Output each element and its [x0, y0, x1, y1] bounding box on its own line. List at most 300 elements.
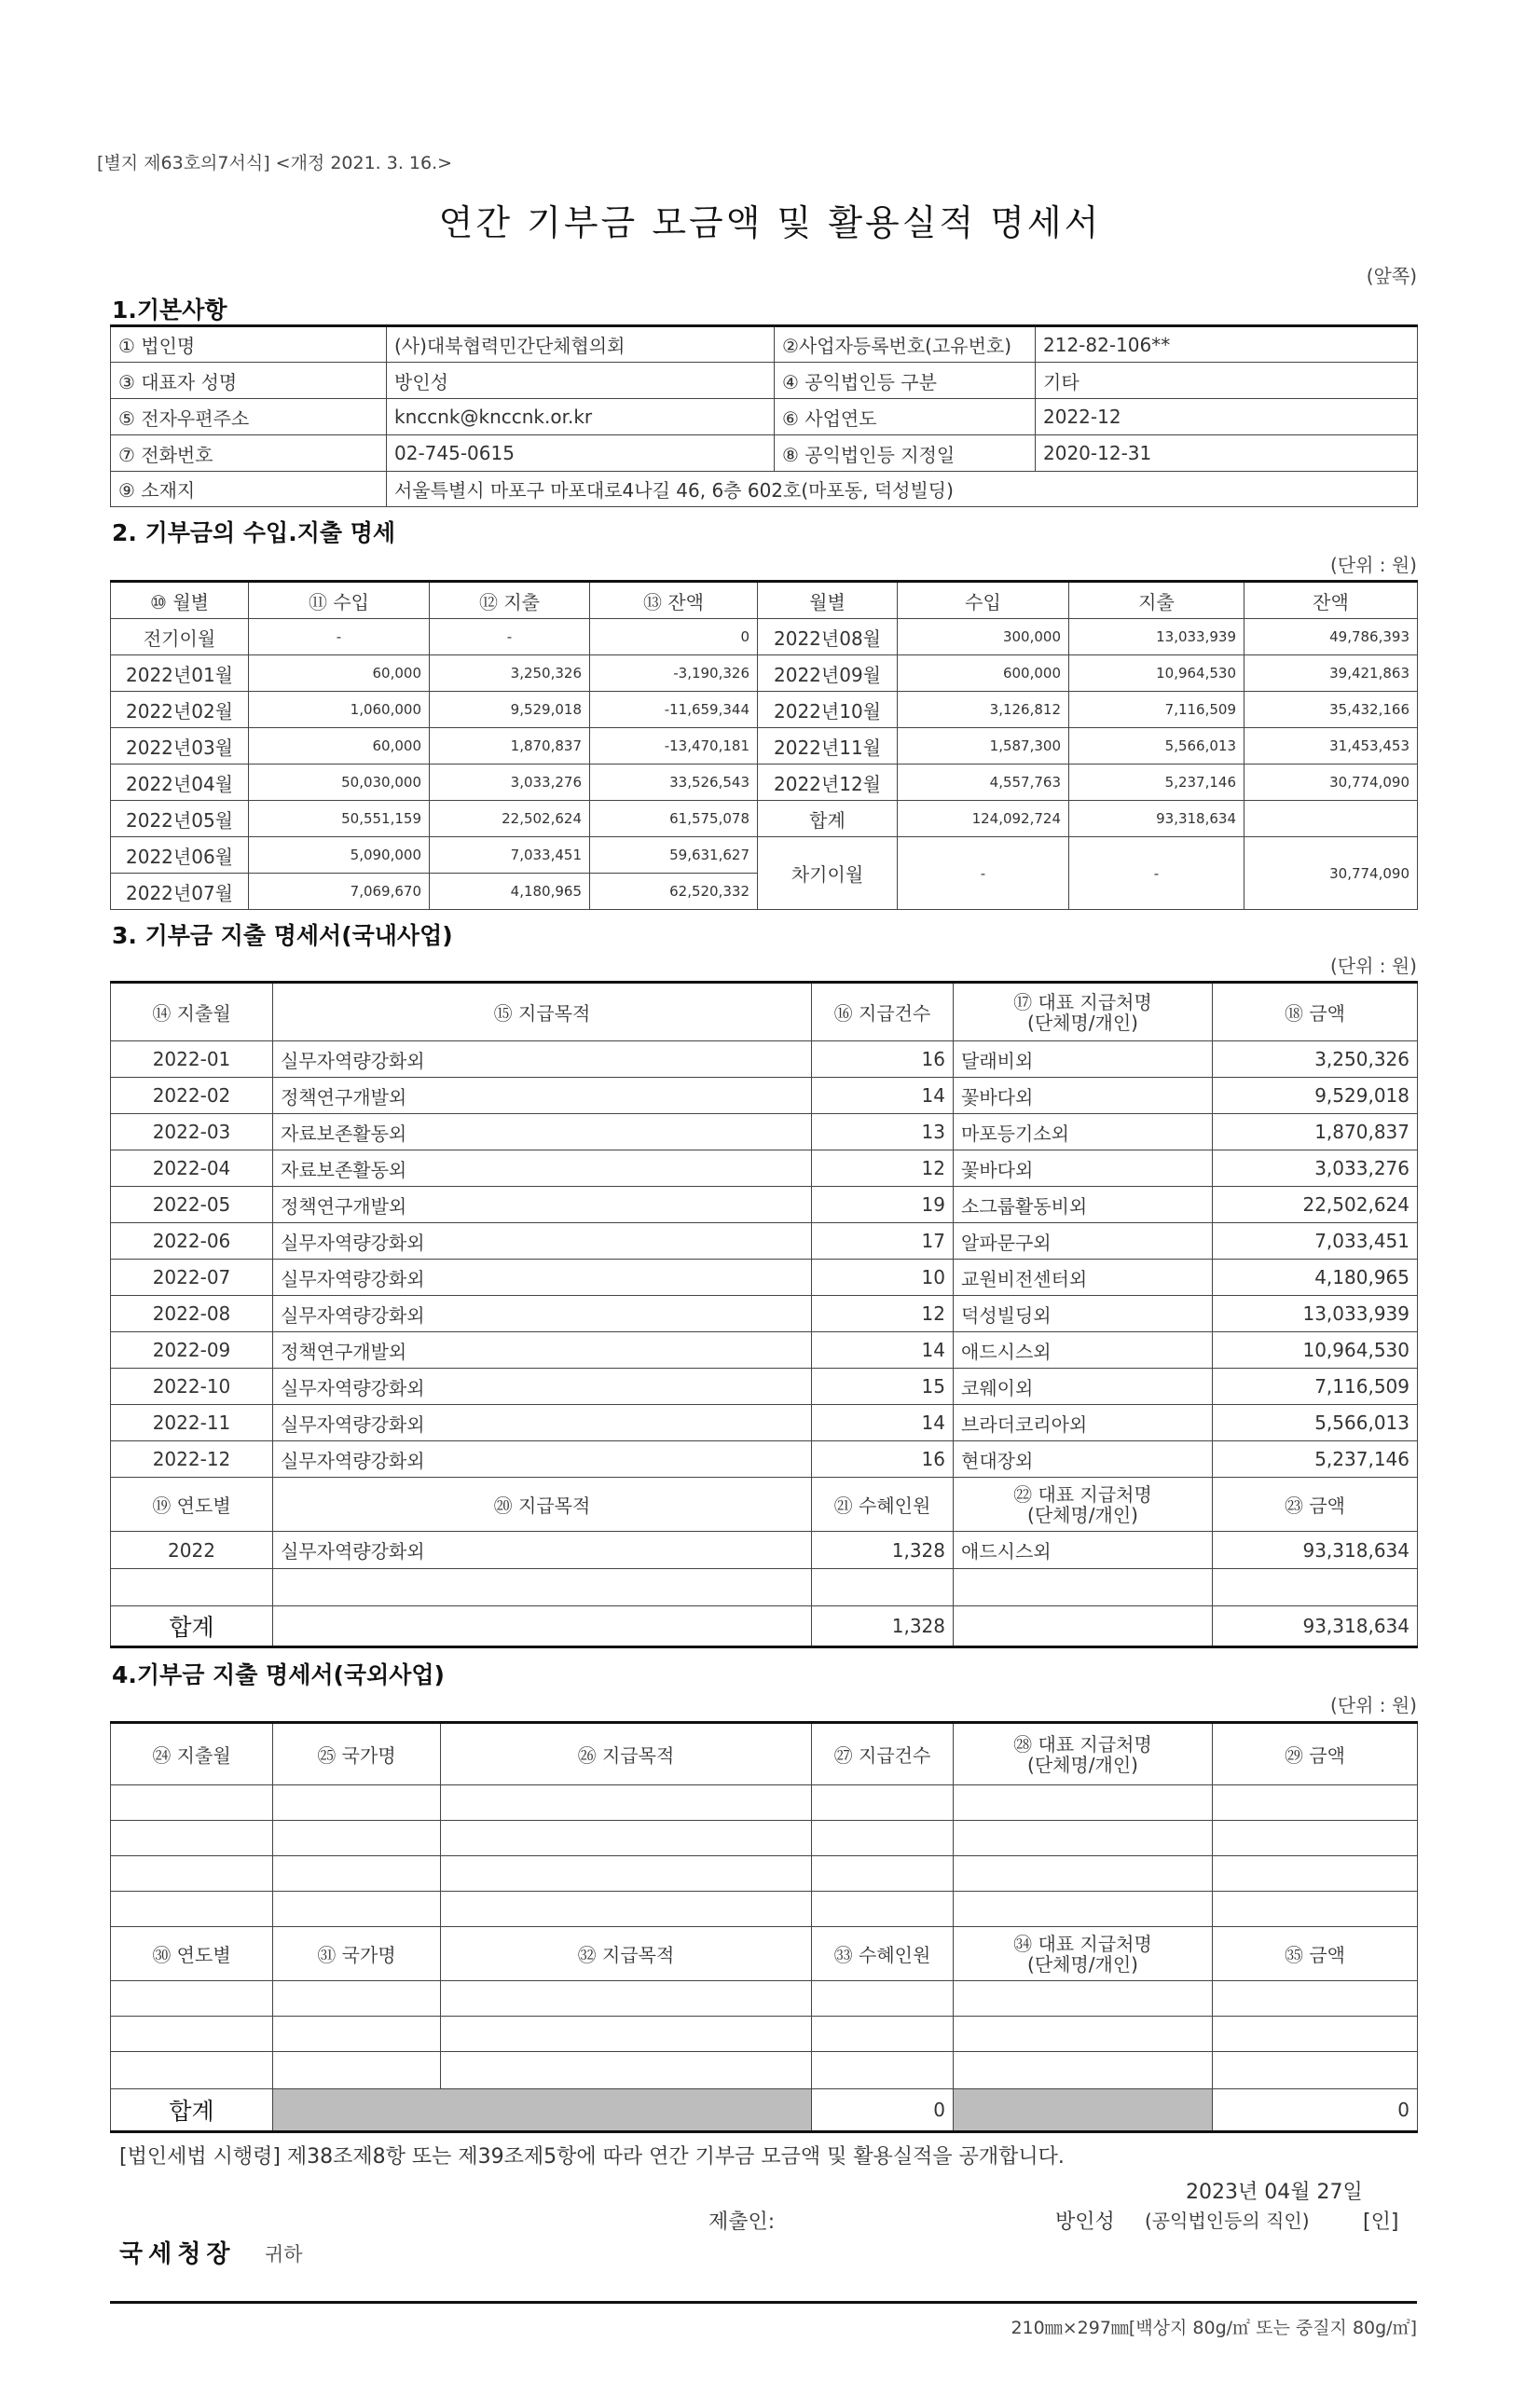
label: ⑥ 사업연도 [775, 399, 1036, 435]
empty-cell [954, 1856, 1213, 1892]
carry-income: - [898, 837, 1069, 910]
header-line: ⑰ 대표 지급처명 [1013, 990, 1152, 1013]
side-label: (앞쪽) [1366, 265, 1417, 287]
empty-cell [812, 2052, 954, 2089]
count-cell: 16 [812, 1041, 954, 1078]
header-cell: ⑫ 지출 [430, 582, 590, 619]
info-row [111, 435, 1418, 472]
expense-cell: 4,180,965 [430, 874, 590, 910]
month-cell: 2022-06 [111, 1223, 273, 1260]
empty-cell [812, 1821, 954, 1856]
address-value: 서울특별시 마포구 마포대로4나길 46, 6층 602호(마포동, 덕성빌딩) [387, 472, 1418, 507]
empty-cell [1213, 1892, 1418, 1927]
empty-cell [273, 2017, 441, 2052]
header-cell: ㉚ 연도별 [111, 1927, 273, 1981]
empty-cell [273, 1606, 812, 1647]
header-cell [954, 1723, 1213, 1785]
empty-cell [441, 1785, 812, 1821]
header-line: ㉒ 대표 지급처명 [1013, 1482, 1152, 1506]
empty-cell [1213, 1981, 1418, 2017]
empty-cell [273, 2052, 441, 2089]
balance-cell: 39,421,863 [1244, 655, 1418, 692]
count-cell: 14 [812, 1405, 954, 1441]
info-row [111, 363, 1418, 399]
balance-total [1244, 801, 1418, 837]
purpose-cell: 실무자역량강화외 [273, 1041, 812, 1078]
header-cell: ㉗ 지급건수 [812, 1723, 954, 1785]
table-row [111, 1569, 1418, 1606]
expense-cell: 7,116,509 [1069, 692, 1244, 728]
empty-cell [111, 2052, 273, 2089]
header-cell: ⑮ 지급목적 [273, 983, 812, 1041]
header-cell: ⑩ 월별 [111, 582, 249, 619]
balance-cell: 49,786,393 [1244, 619, 1418, 655]
carry-balance: 30,774,090 [1244, 837, 1418, 910]
table-row [111, 1785, 1418, 1821]
purpose-cell: 자료보존활동외 [273, 1150, 812, 1187]
empty-cell [812, 1892, 954, 1927]
empty-cell [441, 2052, 812, 2089]
balance-cell: 30,774,090 [1244, 764, 1418, 801]
header-cell: ⑳ 지급목적 [273, 1478, 812, 1532]
empty-cell [441, 1856, 812, 1892]
month-cell: 2022년03월 [111, 728, 249, 764]
month-cell: 2022-03 [111, 1114, 273, 1150]
purpose-cell: 자료보존활동외 [273, 1114, 812, 1150]
header-cell: ㉑ 수혜인원 [812, 1478, 954, 1532]
month-cell: 2022년06월 [111, 837, 249, 874]
balance-cell: 31,453,453 [1244, 728, 1418, 764]
balance-cell: 59,631,627 [590, 837, 758, 874]
count-cell: 14 [812, 1078, 954, 1114]
form-id: [별지 제63호의7서식] <개정 2021. 3. 16.> [97, 153, 453, 173]
payee-cell: 브라더코리아외 [954, 1405, 1213, 1441]
amount-total: 93,318,634 [1213, 1606, 1418, 1647]
payee-cell: 애드시스외 [954, 1332, 1213, 1369]
value: knccnk@knccnk.or.kr [387, 399, 775, 435]
shaded-cell [273, 2089, 812, 2132]
payee-cell: 소그룹활동비외 [954, 1187, 1213, 1223]
payee-cell: 덕성빌딩외 [954, 1296, 1213, 1332]
table-row [111, 2017, 1418, 2052]
month-cell: 2022-05 [111, 1187, 273, 1223]
header-cell [954, 983, 1213, 1041]
month-cell: 2022년05월 [111, 801, 249, 837]
value: 방인성 [387, 363, 775, 399]
label: ③ 대표자 성명 [111, 363, 387, 399]
beneficiaries-total: 0 [812, 2089, 954, 2132]
income-cell: 600,000 [898, 655, 1069, 692]
purpose-cell: 실무자역량강화외 [273, 1260, 812, 1296]
table-header [111, 1927, 1418, 1981]
income-cell: 5,090,000 [249, 837, 430, 874]
recipient-suffix: 귀하 [265, 2243, 303, 2266]
empty-cell [441, 1892, 812, 1927]
amount-cell: 7,116,509 [1213, 1369, 1418, 1405]
empty-cell [954, 2052, 1213, 2089]
header-cell: ㉟ 금액 [1213, 1927, 1418, 1981]
count-cell: 16 [812, 1441, 954, 1478]
count-cell: 10 [812, 1260, 954, 1296]
income-cell: 1,587,300 [898, 728, 1069, 764]
payee-cell: 달래비외 [954, 1041, 1213, 1078]
beneficiaries-cell: 1,328 [812, 1532, 954, 1569]
basic-info-table [110, 324, 1418, 507]
purpose-cell: 정책연구개발외 [273, 1332, 812, 1369]
table-row [111, 619, 1418, 655]
value: 기타 [1036, 363, 1418, 399]
balance-cell: 0 [590, 619, 758, 655]
table-row [111, 1821, 1418, 1856]
page-title: 연간 기부금 모금액 및 활용실적 명세서 [438, 202, 1102, 243]
balance-cell: -3,190,326 [590, 655, 758, 692]
month-cell: 2022년08월 [758, 619, 898, 655]
month-cell: 2022-07 [111, 1260, 273, 1296]
total-label: 합계 [758, 801, 898, 837]
payee-cell: 꽃바다외 [954, 1150, 1213, 1187]
empty-cell [273, 1569, 812, 1606]
section-2-title: 2. 기부금의 수입.지출 명세 [112, 519, 396, 546]
purpose-cell: 정책연구개발외 [273, 1187, 812, 1223]
total-label: 합계 [111, 1606, 273, 1647]
header-line: (단체명/개인) [1027, 1011, 1138, 1034]
table-row [111, 1041, 1418, 1078]
balance-cell: 62,520,332 [590, 874, 758, 910]
unit-label: (단위 : 원) [1329, 955, 1417, 977]
month-cell: 2022년02월 [111, 692, 249, 728]
amount-cell: 5,237,146 [1213, 1441, 1418, 1478]
month-cell: 2022년10월 [758, 692, 898, 728]
table-row [111, 801, 1418, 837]
purpose-cell: 실무자역량강화외 [273, 1369, 812, 1405]
month-cell: 2022년09월 [758, 655, 898, 692]
amount-cell: 10,964,530 [1213, 1332, 1418, 1369]
header-line: (단체명/개인) [1027, 1503, 1138, 1526]
month-cell: 2022년11월 [758, 728, 898, 764]
amount-cell: 5,566,013 [1213, 1405, 1418, 1441]
empty-cell [954, 1981, 1213, 2017]
header-cell: ⑭ 지출월 [111, 983, 273, 1041]
table-row [111, 1369, 1418, 1405]
label: ⑦ 전화번호 [111, 435, 387, 472]
expense-cell: 9,529,018 [430, 692, 590, 728]
total-row [111, 2089, 1418, 2132]
payee-cell: 교원비전센터외 [954, 1260, 1213, 1296]
domestic-table [110, 981, 1418, 1648]
overseas-table [110, 1721, 1418, 2133]
header-cell: ⑬ 잔액 [590, 582, 758, 619]
empty-cell [1213, 1569, 1418, 1606]
amount-cell: 9,529,018 [1213, 1078, 1418, 1114]
count-cell: 15 [812, 1369, 954, 1405]
table-row [111, 655, 1418, 692]
paper-spec: 210㎜×297㎜[백상지 80g/㎡ 또는 중질지 80g/㎡] [1011, 2318, 1417, 2338]
income-cell: 60,000 [249, 728, 430, 764]
table-row [111, 1223, 1418, 1260]
month-cell: 2022년01월 [111, 655, 249, 692]
empty-cell [111, 1569, 273, 1606]
payee-cell: 현대장외 [954, 1441, 1213, 1478]
table-row [111, 2052, 1418, 2089]
payee-cell: 꽃바다외 [954, 1078, 1213, 1114]
header-cell: ⑪ 수입 [249, 582, 430, 619]
value: 02-745-0615 [387, 435, 775, 472]
submitter-name: 방인성 [1055, 2211, 1115, 2234]
header-line: ㉞ 대표 지급처명 [1013, 1932, 1152, 1955]
balance-cell: 33,526,543 [590, 764, 758, 801]
month-cell: 2022-08 [111, 1296, 273, 1332]
payee-cell: 애드시스외 [954, 1532, 1213, 1569]
month-cell: 2022-12 [111, 1441, 273, 1478]
purpose-cell: 실무자역량강화외 [273, 1441, 812, 1478]
month-cell: 2022년12월 [758, 764, 898, 801]
month-cell: 2022-11 [111, 1405, 273, 1441]
empty-cell [441, 2017, 812, 2052]
table-row [111, 1405, 1418, 1441]
label: ②사업자등록번호(고유번호) [775, 326, 1036, 363]
header-cell: 지출 [1069, 582, 1244, 619]
value: 212-82-106** [1036, 326, 1418, 363]
table-row [111, 1532, 1418, 1569]
empty-cell [273, 1821, 441, 1856]
month-cell: 2022년04월 [111, 764, 249, 801]
seal-role: (공익법인등의 직인) [1145, 2210, 1310, 2232]
empty-cell [954, 1821, 1213, 1856]
amount-cell: 3,033,276 [1213, 1150, 1418, 1187]
header-cell: ㉙ 금액 [1213, 1723, 1418, 1785]
expense-cell: 7,033,451 [430, 837, 590, 874]
empty-cell [812, 1856, 954, 1892]
header-line: (단체명/개인) [1027, 1753, 1138, 1776]
header-cell [954, 1478, 1213, 1532]
income-cell: 50,551,159 [249, 801, 430, 837]
amount-cell: 22,502,624 [1213, 1187, 1418, 1223]
balance-cell: 35,432,166 [1244, 692, 1418, 728]
section-4-title: 4.기부금 지출 명세서(국외사업) [112, 1661, 445, 1688]
header-line: ㉘ 대표 지급처명 [1013, 1732, 1152, 1756]
submission-date: 2023년 04월 27일 [1186, 2181, 1363, 2204]
empty-cell [441, 1981, 812, 2017]
income-cell: - [249, 619, 430, 655]
empty-cell [954, 2017, 1213, 2052]
income-cell: 1,060,000 [249, 692, 430, 728]
expense-cell: 10,964,530 [1069, 655, 1244, 692]
month-cell: 2022-02 [111, 1078, 273, 1114]
count-cell: 12 [812, 1296, 954, 1332]
table-header [111, 1478, 1418, 1532]
value: (사)대북협력민간단체협의회 [387, 326, 775, 363]
seal-mark: [인] [1363, 2211, 1399, 2234]
payee-cell: 코웨이외 [954, 1369, 1213, 1405]
empty-cell [1213, 1856, 1418, 1892]
amount-cell: 7,033,451 [1213, 1223, 1418, 1260]
label: ④ 공익법인등 구분 [775, 363, 1036, 399]
month-cell: 2022-09 [111, 1332, 273, 1369]
header-cell: 잔액 [1244, 582, 1418, 619]
header-cell: ㉛ 국가명 [273, 1927, 441, 1981]
label: ① 법인명 [111, 326, 387, 363]
table-row [111, 764, 1418, 801]
month-cell: 2022년07월 [111, 874, 249, 910]
expense-cell: 1,870,837 [430, 728, 590, 764]
income-cell: 60,000 [249, 655, 430, 692]
month-cell: 전기이월 [111, 619, 249, 655]
empty-cell [111, 1856, 273, 1892]
header-cell: ⑱ 금액 [1213, 983, 1418, 1041]
amount-cell: 4,180,965 [1213, 1260, 1418, 1296]
month-cell: 2022-10 [111, 1369, 273, 1405]
header-cell: ㉜ 지급목적 [441, 1927, 812, 1981]
table-row [111, 728, 1418, 764]
shaded-cell [954, 2089, 1213, 2132]
section-3-title: 3. 기부금 지출 명세서(국내사업) [112, 922, 453, 949]
header-cell: ⑯ 지급건수 [812, 983, 954, 1041]
empty-cell [273, 1785, 441, 1821]
income-total: 124,092,724 [898, 801, 1069, 837]
balance-cell: -13,470,181 [590, 728, 758, 764]
legal-statement: [법인세법 시행령] 제38조제8항 또는 제39조제5항에 따라 연간 기부금 모금액 및 활용실적을 공개합니다. [119, 2145, 1065, 2169]
count-cell: 19 [812, 1187, 954, 1223]
empty-cell [812, 1785, 954, 1821]
table-row [111, 1332, 1418, 1369]
carry-expense: - [1069, 837, 1244, 910]
empty-cell [273, 1892, 441, 1927]
beneficiaries-total: 1,328 [812, 1606, 954, 1647]
info-row [111, 399, 1418, 435]
income-cell: 300,000 [898, 619, 1069, 655]
balance-cell: -11,659,344 [590, 692, 758, 728]
empty-cell [1213, 2052, 1418, 2089]
label: ⑧ 공익법인등 지정일 [775, 435, 1036, 472]
empty-cell [812, 2017, 954, 2052]
empty-cell [111, 1892, 273, 1927]
header-cell: ㉕ 국가명 [273, 1723, 441, 1785]
empty-cell [111, 2017, 273, 2052]
empty-cell [812, 1569, 954, 1606]
table-header [111, 983, 1418, 1041]
label: ⑨ 소재지 [111, 472, 387, 507]
empty-cell [812, 1981, 954, 2017]
expense-cell: 5,566,013 [1069, 728, 1244, 764]
month-cell: 2022-01 [111, 1041, 273, 1078]
empty-cell [1213, 2017, 1418, 2052]
header-cell: ㉝ 수혜인원 [812, 1927, 954, 1981]
table-row [111, 1296, 1418, 1332]
purpose-cell: 실무자역량강화외 [273, 1296, 812, 1332]
payee-cell: 마포등기소외 [954, 1114, 1213, 1150]
empty-cell [1213, 1821, 1418, 1856]
value: 2020-12-31 [1036, 435, 1418, 472]
table-row [111, 692, 1418, 728]
purpose-cell: 정책연구개발외 [273, 1078, 812, 1114]
income-cell: 3,126,812 [898, 692, 1069, 728]
expense-total: 93,318,634 [1069, 801, 1244, 837]
header-cell: ㉖ 지급목적 [441, 1723, 812, 1785]
table-row [111, 1114, 1418, 1150]
empty-cell [1213, 1785, 1418, 1821]
value: 2022-12 [1036, 399, 1418, 435]
count-cell: 13 [812, 1114, 954, 1150]
expense-cell: 22,502,624 [430, 801, 590, 837]
empty-cell [273, 1856, 441, 1892]
income-cell: 50,030,000 [249, 764, 430, 801]
empty-cell [111, 1981, 273, 2017]
payee-cell: 알파문구외 [954, 1223, 1213, 1260]
count-cell: 17 [812, 1223, 954, 1260]
expense-cell: 3,033,276 [430, 764, 590, 801]
count-cell: 12 [812, 1150, 954, 1187]
expense-cell: 5,237,146 [1069, 764, 1244, 801]
empty-cell [954, 1892, 1213, 1927]
total-row [111, 1606, 1418, 1647]
table-row [111, 1856, 1418, 1892]
monthly-table [110, 580, 1418, 910]
table-row [111, 1150, 1418, 1187]
income-cell: 4,557,763 [898, 764, 1069, 801]
total-label: 합계 [111, 2089, 273, 2132]
amount-cell: 3,250,326 [1213, 1041, 1418, 1078]
header-cell [954, 1927, 1213, 1981]
submitter-label: 제출인: [708, 2211, 776, 2234]
recipient: 국세청장 [119, 2240, 236, 2268]
expense-cell: 3,250,326 [430, 655, 590, 692]
month-cell: 2022-04 [111, 1150, 273, 1187]
purpose-cell: 실무자역량강화외 [273, 1405, 812, 1441]
table-header [111, 1723, 1418, 1785]
bottom-rule [110, 2301, 1417, 2304]
info-row [111, 472, 1418, 507]
info-row [111, 326, 1418, 363]
purpose-cell: 실무자역량강화외 [273, 1532, 812, 1569]
amount-cell: 93,318,634 [1213, 1532, 1418, 1569]
table-row [111, 1892, 1418, 1927]
table-header [111, 582, 1418, 619]
empty-cell [954, 1785, 1213, 1821]
carry-label: 차기이월 [758, 837, 898, 910]
table-row [111, 1187, 1418, 1223]
empty-cell [954, 1606, 1213, 1647]
expense-cell: - [430, 619, 590, 655]
amount-cell: 1,870,837 [1213, 1114, 1418, 1150]
empty-cell [441, 1821, 812, 1856]
table-row [111, 1078, 1418, 1114]
table-row [111, 1441, 1418, 1478]
amount-cell: 13,033,939 [1213, 1296, 1418, 1332]
header-cell: ⑲ 연도별 [111, 1478, 273, 1532]
table-row [111, 837, 1418, 874]
amount-total: 0 [1213, 2089, 1418, 2132]
year-cell: 2022 [111, 1532, 273, 1569]
unit-label: (단위 : 원) [1329, 554, 1417, 576]
empty-cell [273, 1981, 441, 2017]
expense-cell: 13,033,939 [1069, 619, 1244, 655]
header-cell: ㉔ 지출월 [111, 1723, 273, 1785]
empty-cell [111, 1785, 273, 1821]
unit-label: (단위 : 원) [1329, 1694, 1417, 1716]
income-cell: 7,069,670 [249, 874, 430, 910]
header-cell: 월별 [758, 582, 898, 619]
header-cell: 수입 [898, 582, 1069, 619]
empty-cell [954, 1569, 1213, 1606]
purpose-cell: 실무자역량강화외 [273, 1223, 812, 1260]
count-cell: 14 [812, 1332, 954, 1369]
balance-cell: 61,575,078 [590, 801, 758, 837]
table-row [111, 1260, 1418, 1296]
header-line: (단체명/개인) [1027, 1952, 1138, 1976]
label: ⑤ 전자우편주소 [111, 399, 387, 435]
section-1-title: 1.기본사항 [112, 296, 227, 324]
empty-cell [111, 1821, 273, 1856]
